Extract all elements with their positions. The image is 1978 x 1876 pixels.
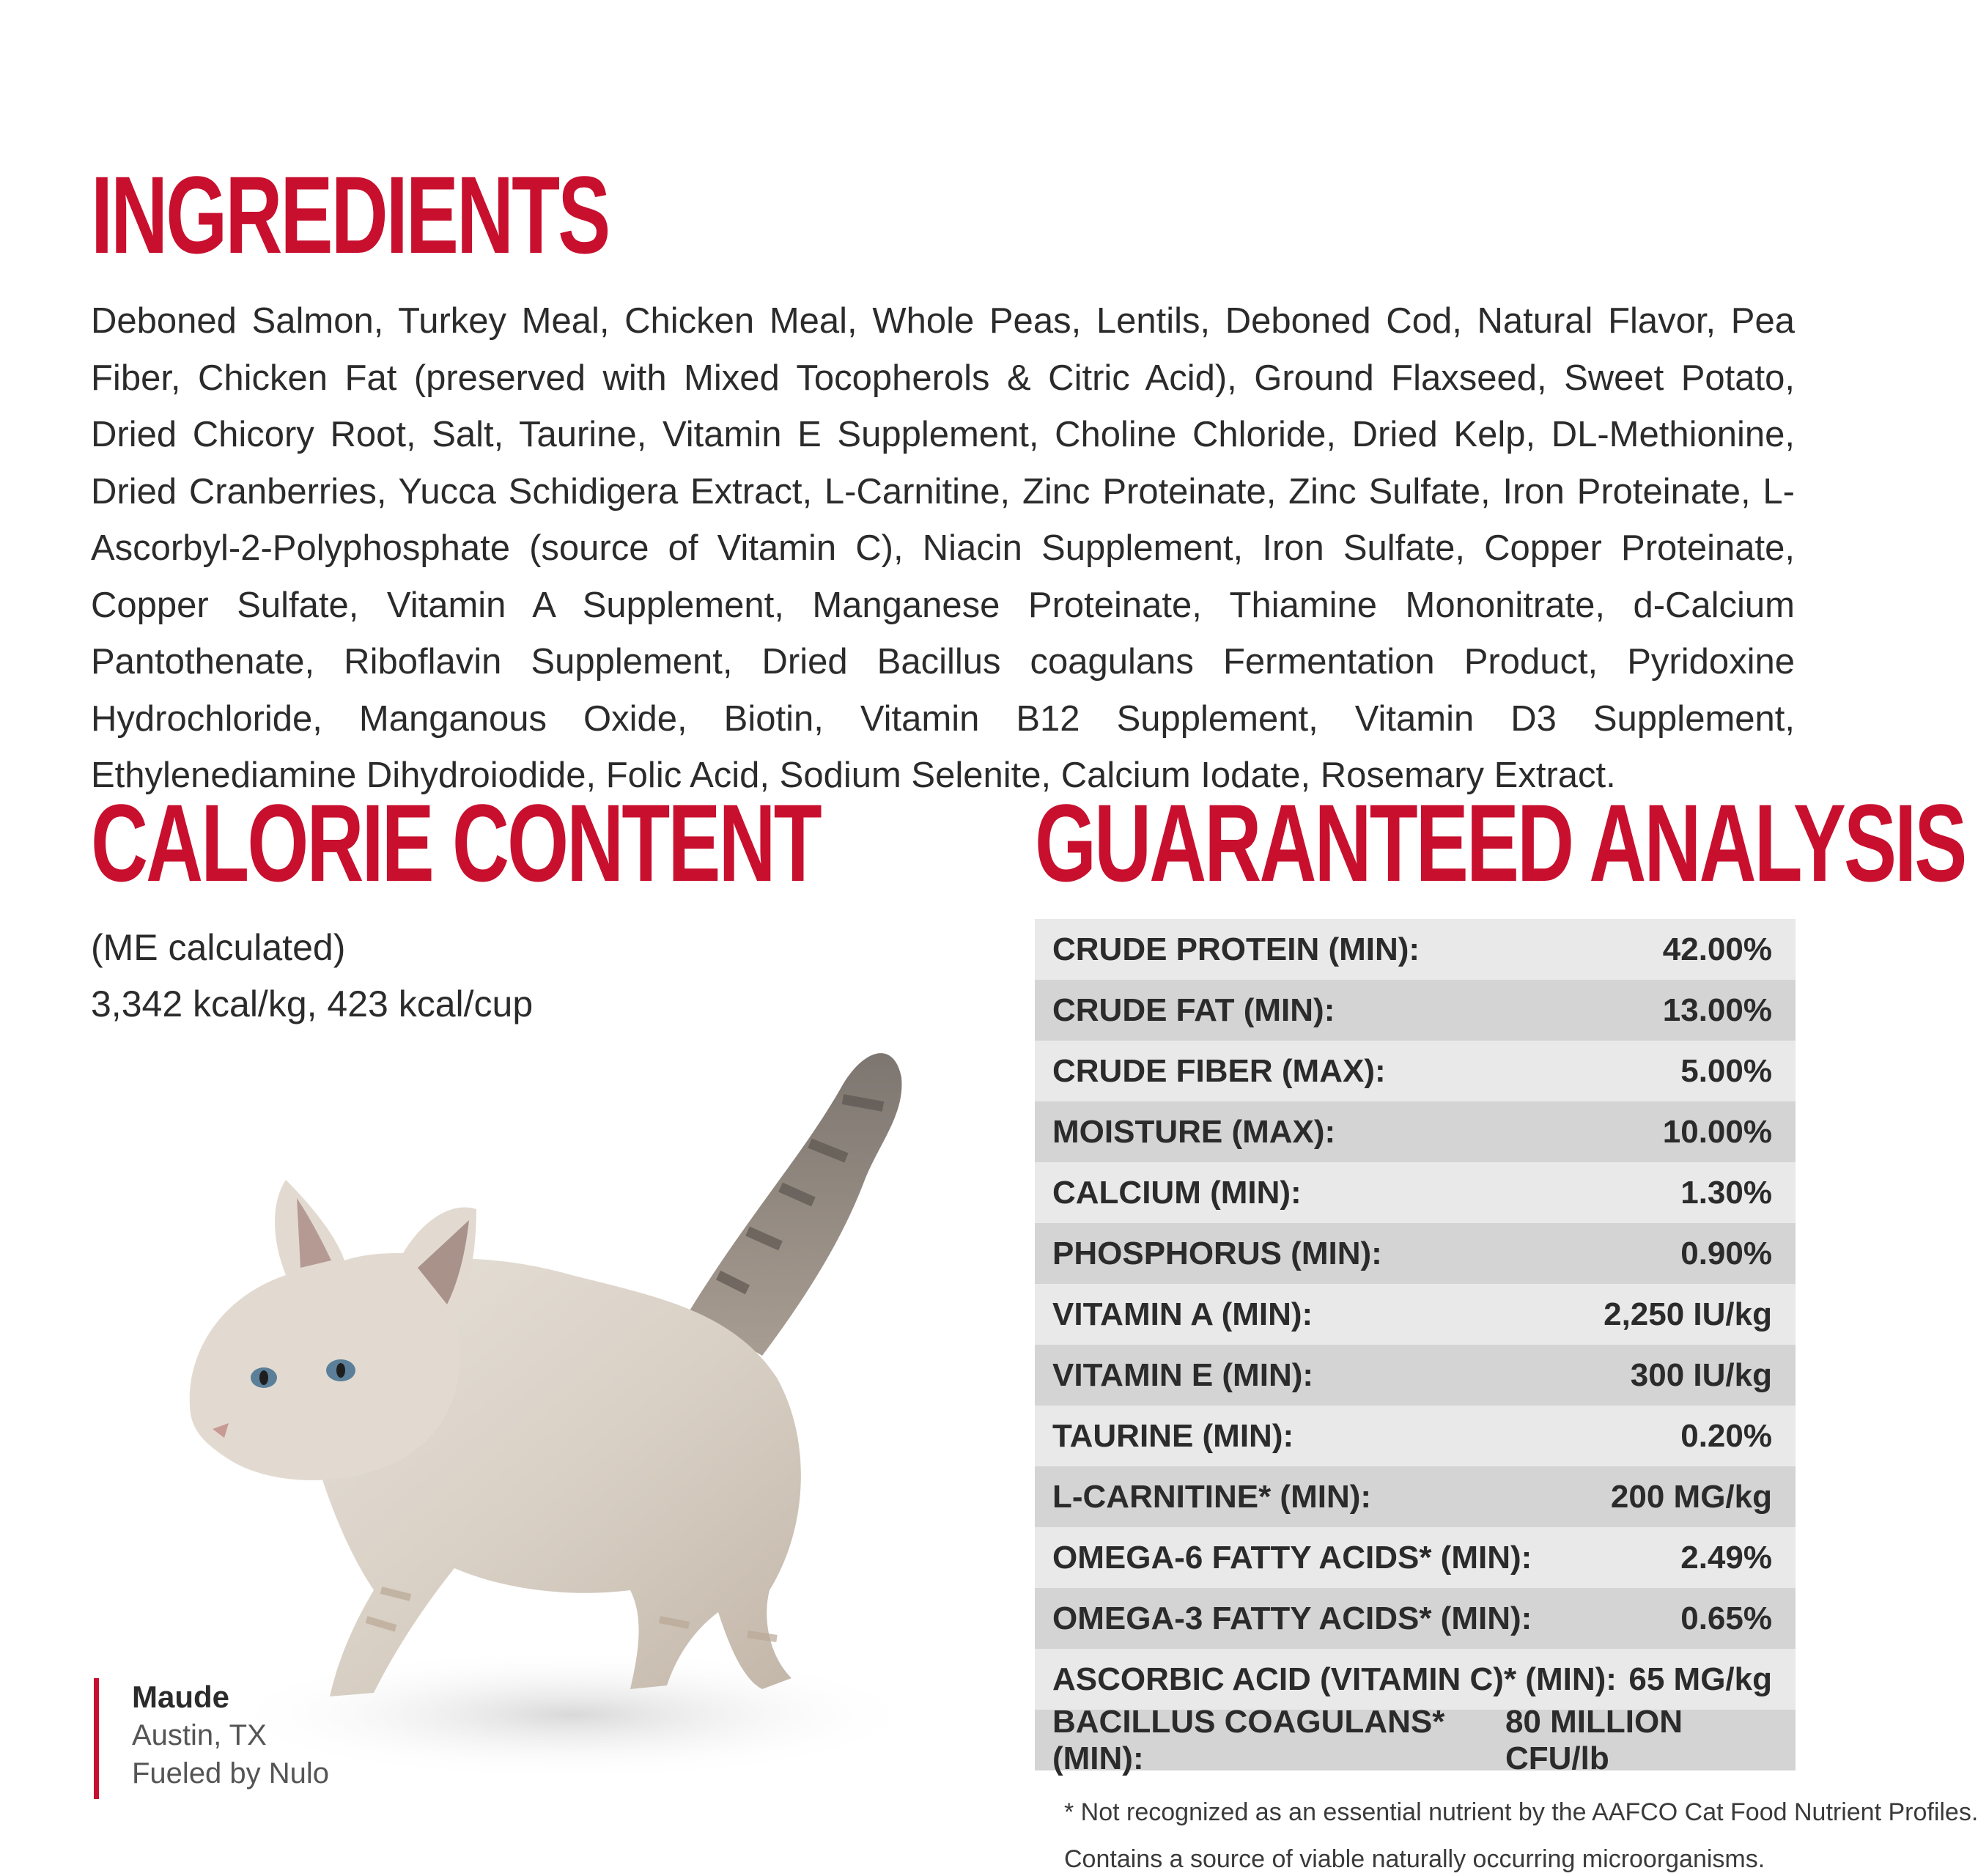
analysis-label: VITAMIN E (MIN):: [1052, 1356, 1314, 1393]
ingredients-heading: INGREDIENTS: [91, 153, 609, 276]
guaranteed-analysis-heading: GUARANTEED ANALYSIS: [1035, 781, 1966, 904]
analysis-label: CALCIUM (MIN):: [1052, 1174, 1302, 1211]
analysis-value: 42.00%: [1662, 931, 1772, 967]
analysis-label: VITAMIN A (MIN):: [1052, 1296, 1313, 1332]
cat-location: Austin, TX: [132, 1719, 267, 1751]
analysis-label: CRUDE FIBER (MAX):: [1052, 1052, 1386, 1089]
analysis-label: TAURINE (MIN):: [1052, 1417, 1294, 1454]
footnote-aafco: * Not recognized as an essential nutrient by the AAFCO Cat Food Nutrient Profiles.: [1064, 1798, 1978, 1826]
analysis-row: [1035, 1162, 1796, 1223]
analysis-row: [1035, 1345, 1796, 1406]
analysis-row: [1035, 1101, 1796, 1162]
analysis-value: 2,250 IU/kg: [1604, 1296, 1772, 1332]
analysis-row: [1035, 1041, 1796, 1101]
analysis-value: 300 IU/kg: [1630, 1356, 1772, 1393]
cat-name: Maude: [132, 1680, 230, 1714]
analysis-row: [1035, 1703, 1796, 1776]
analysis-label: BACILLUS COAGULANS* (MIN):: [1052, 1703, 1445, 1776]
calorie-content-heading: CALORIE CONTENT: [91, 781, 820, 904]
analysis-value: 13.00%: [1662, 991, 1772, 1028]
guaranteed-analysis-table: [1035, 919, 1796, 1776]
cat-caption: [94, 1678, 329, 1799]
analysis-row: [1035, 1649, 1796, 1710]
analysis-value: 10.00%: [1662, 1113, 1772, 1150]
footnote-microorganisms: Contains a source of viable naturally occurring microorganisms.: [1064, 1845, 1765, 1873]
analysis-row: [1035, 1406, 1796, 1466]
calorie-method: (ME calculated): [91, 927, 346, 968]
analysis-value: 65 MG/kg: [1628, 1661, 1772, 1697]
analysis-label: ASCORBIC ACID (VITAMIN C)* (MIN):: [1052, 1661, 1617, 1697]
analysis-row: [1035, 1527, 1796, 1588]
analysis-label: CRUDE PROTEIN (MIN):: [1052, 931, 1420, 967]
analysis-label: MOISTURE (MAX):: [1052, 1113, 1336, 1150]
analysis-label: OMEGA-3 FATTY ACIDS* (MIN):: [1052, 1600, 1532, 1636]
analysis-label: PHOSPHORUS (MIN):: [1052, 1235, 1382, 1271]
analysis-row: [1035, 1284, 1796, 1345]
calorie-values: 3,342 kcal/kg, 423 kcal/cup: [91, 983, 534, 1024]
analysis-value: 80 MILLION CFU/lb: [1505, 1703, 1683, 1776]
analysis-value: 0.90%: [1680, 1235, 1772, 1271]
analysis-value: 5.00%: [1680, 1052, 1772, 1089]
analysis-row: [1035, 1466, 1796, 1527]
calorie-details: [91, 920, 533, 1033]
analysis-row: [1035, 1588, 1796, 1649]
analysis-value: 2.49%: [1680, 1539, 1772, 1576]
analysis-value: 200 MG/kg: [1610, 1478, 1772, 1515]
analysis-value: 0.20%: [1680, 1417, 1772, 1454]
analysis-row: [1035, 919, 1796, 980]
ingredients-list: Deboned Salmon, Turkey Meal, Chicken Meal, Whole Peas, Lentils, Deboned Cod, Natural Flavor, Pea Fiber, Chicken Fat (preserved with Mixed Tocopherols & Citric Acid), Ground Flaxseed, Sweet Potato, Dried Chicory Root, Salt, Taurine, Vitamin E Supplement, Choline Chloride, Dried Kelp, DL-Methionine, Dried Cranberries, Yucca Schidigera Extract, L-Carnitine, Zinc Proteinate, Zinc Sulfate, Iron Proteinate, L-Ascorbyl-2-Polyphosphate (source of Vitamin C), Niacin Supplement, Iron Sulfate, Copper Proteinate, Copper Sulfate, Vitamin A Supplement, Manganese Proteinate, Thiamine Mononitrate, d-Calcium Pantothenate, Riboflavin Supplement, Dried Bacillus coagulans Fermentation Product, Pyridoxine Hydrochloride, Manganous Oxide, Biotin, Vitamin B12 Supplement, Vitamin D3 Supplement, Ethylenediamine Dihydroiodide, Folic Acid, Sodium Selenite, Calcium Iodate, Rosemary Extract.: [91, 301, 1795, 795]
analysis-row: [1035, 1223, 1796, 1284]
analysis-label: L-CARNITINE* (MIN):: [1052, 1478, 1372, 1515]
analysis-row: [1035, 980, 1796, 1041]
analysis-value: 1.30%: [1680, 1174, 1772, 1211]
analysis-label: CRUDE FAT (MIN):: [1052, 991, 1335, 1028]
cat-tagline: Fueled by Nulo: [132, 1757, 330, 1790]
analysis-value: 0.65%: [1680, 1600, 1772, 1636]
analysis-label: OMEGA-6 FATTY ACIDS* (MIN):: [1052, 1539, 1532, 1576]
